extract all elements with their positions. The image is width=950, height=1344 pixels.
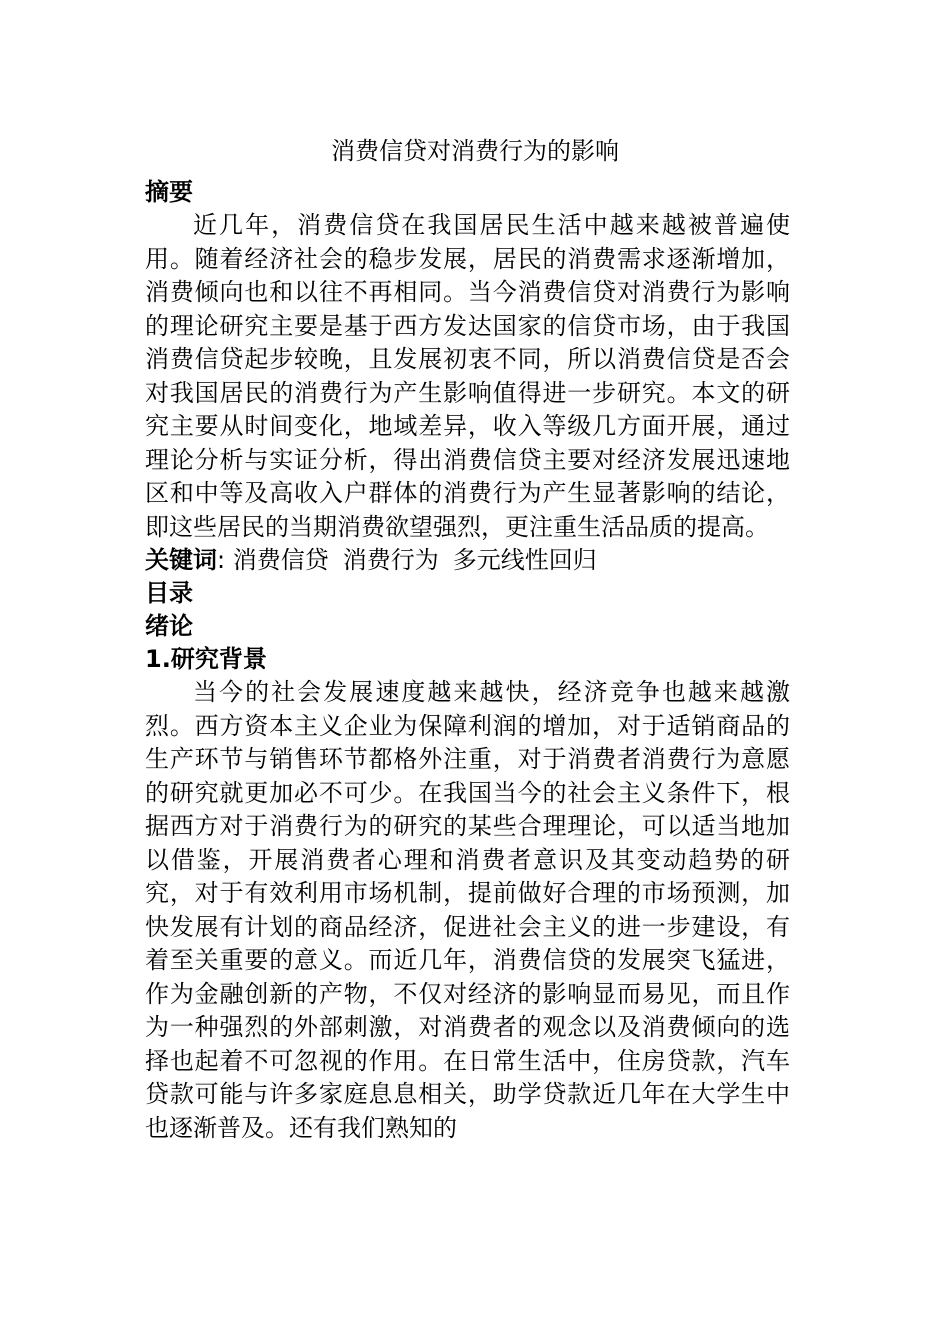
abstract-heading: 摘要 <box>145 178 193 206</box>
keywords-separator: : <box>217 546 226 574</box>
section-paragraph: 当今的社会发展速度越来越快，经济竞争也越来越激烈。西方资本主义企业为保障利润的增加，对于适销商品的生产环节与销售环节都格外注重，对于消费者消费行为意愿的研究就更加必不可少。在我国当今的社会主义条件下，根据西方对于消费行为的研究的某些合理理论，可以适当地加以借鉴，开展消费者心理和消费者意识及其变动趋势的研究，对于有效利用市场机制，提前做好合理的市场预测，加快发展有计划的商品经济，促进社会主义的进一步建设，有着至关重要的意义。而近几年，消费信贷的发展突飞猛进，作为金融创新的产物，不仅对经济的影响显而易见，而且作为一种强烈的外部刺激，对消费者的观念以及消费倾向的选择也起着不可忽视的作用。在日常生活中，住房贷款，汽车贷款可能与许多家庭息息相关，助学贷款近几年在大学生中也逐渐普及。还有我们熟知的 <box>145 678 790 1142</box>
keywords-line <box>145 544 790 577</box>
keyword-item: 多元线性回归 <box>452 546 597 574</box>
intro-heading: 绪论 <box>145 612 193 640</box>
keyword-item: 消费行为 <box>342 546 439 574</box>
toc-heading: 目录 <box>145 579 193 607</box>
keywords-label: 关键词 <box>145 546 217 574</box>
document-title: 消费信贷对消费行为的影响 <box>331 137 619 165</box>
keyword-item: 消费信贷 <box>232 546 329 574</box>
document-body <box>145 176 790 1145</box>
abstract-paragraph: 近几年，消费信贷在我国居民生活中越来越被普遍使用。随着经济社会的稳步发展，居民的消费需求逐渐增加，消费倾向也和以往不再相同。当今消费信贷对消费行为影响的理论研究主要是基于西方发达国家的信贷市场，由于我国消费信贷起步较晚，且发展初衷不同，所以消费信贷是否会对我国居民的消费行为产生影响值得进一步研究。本文的研究主要从时间变化，地域差异，收入等级几方面开展，通过理论分析与实证分析，得出消费信贷主要对经济发展迅速地区和中等及高收入户群体的消费行为产生显著影响的结论，即这些居民的当期消费欲望强烈，更注重生活品质的提高。 <box>145 211 790 541</box>
section-heading: 1.研究背景 <box>145 645 267 673</box>
